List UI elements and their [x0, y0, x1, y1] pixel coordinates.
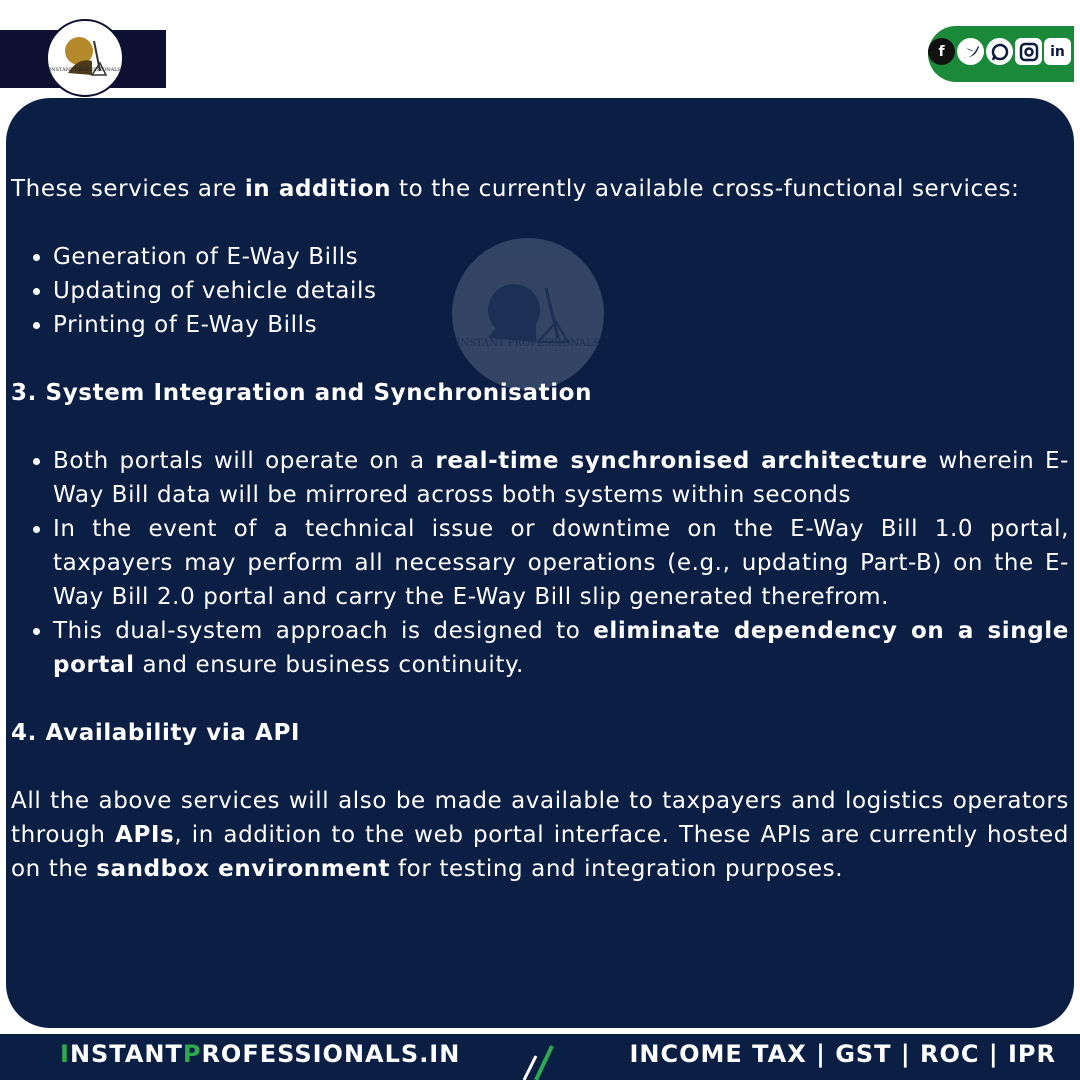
list-item: • This dual-system approach is designed to eliminate dependency on a single portal and ensure business continuity. [53, 614, 1069, 682]
intro-text-end: to the currently available cross-functional services: [391, 176, 1020, 202]
list-item: • Printing of E-Way Bills [53, 308, 1069, 342]
intro-list [11, 240, 1069, 342]
watermark-caption: INSTANT PROFESSIONALS [456, 338, 600, 349]
section3-list [11, 444, 1069, 682]
instagram-icon[interactable] [1015, 38, 1042, 65]
section-heading: 3. System Integration and Synchronisation [11, 380, 593, 406]
intro-text: These services are [11, 176, 245, 202]
list-item: • Generation of E-Way Bills [53, 240, 1069, 274]
main-content [11, 172, 1069, 886]
section-heading: 4. Availability via API [11, 720, 301, 746]
intro-bold: in addition [244, 176, 392, 202]
brand-logo[interactable] [46, 19, 124, 97]
twitter-icon[interactable] [957, 38, 984, 65]
list-item: • In the event of a technical issue or downtime on the E-Way Bill 1.0 portal, taxpayers may perform all necessary operations (e.g., updating Part-B) on the E-Way Bill 2.0 portal and carry the E-Way Bill slip generated therefrom. [53, 512, 1069, 614]
social-icons [928, 38, 1071, 66]
section4-paragraph: All the above services will also be made available to taxpayers and logistics operators through APIs, in addition to the web portal interface. These APIs are currently hosted on the sandbox environment for testing and integration purposes. [11, 788, 1069, 882]
list-item: • Updating of vehicle details [53, 274, 1069, 308]
facebook-icon[interactable]: f [928, 38, 955, 65]
footer-services: INCOME TAX | GST | ROC | IPR [629, 1040, 1056, 1068]
svg-text:INSTANT PROFESSIONALS: INSTANT PROFESSIONALS [49, 67, 121, 73]
footer-website-link[interactable]: INSTANTPROFESSIONALS.IN [60, 1040, 461, 1068]
logo-figure-icon [48, 21, 122, 95]
list-item: • Both portals will operate on a real-time synchronised architecture wherein E-Way Bill data will be mirrored across both systems within seconds [53, 444, 1069, 512]
divider-slash-icon [520, 1042, 560, 1080]
intro-paragraph [11, 172, 1069, 206]
whatsapp-icon[interactable] [986, 38, 1013, 65]
linkedin-icon[interactable]: in [1044, 38, 1071, 65]
